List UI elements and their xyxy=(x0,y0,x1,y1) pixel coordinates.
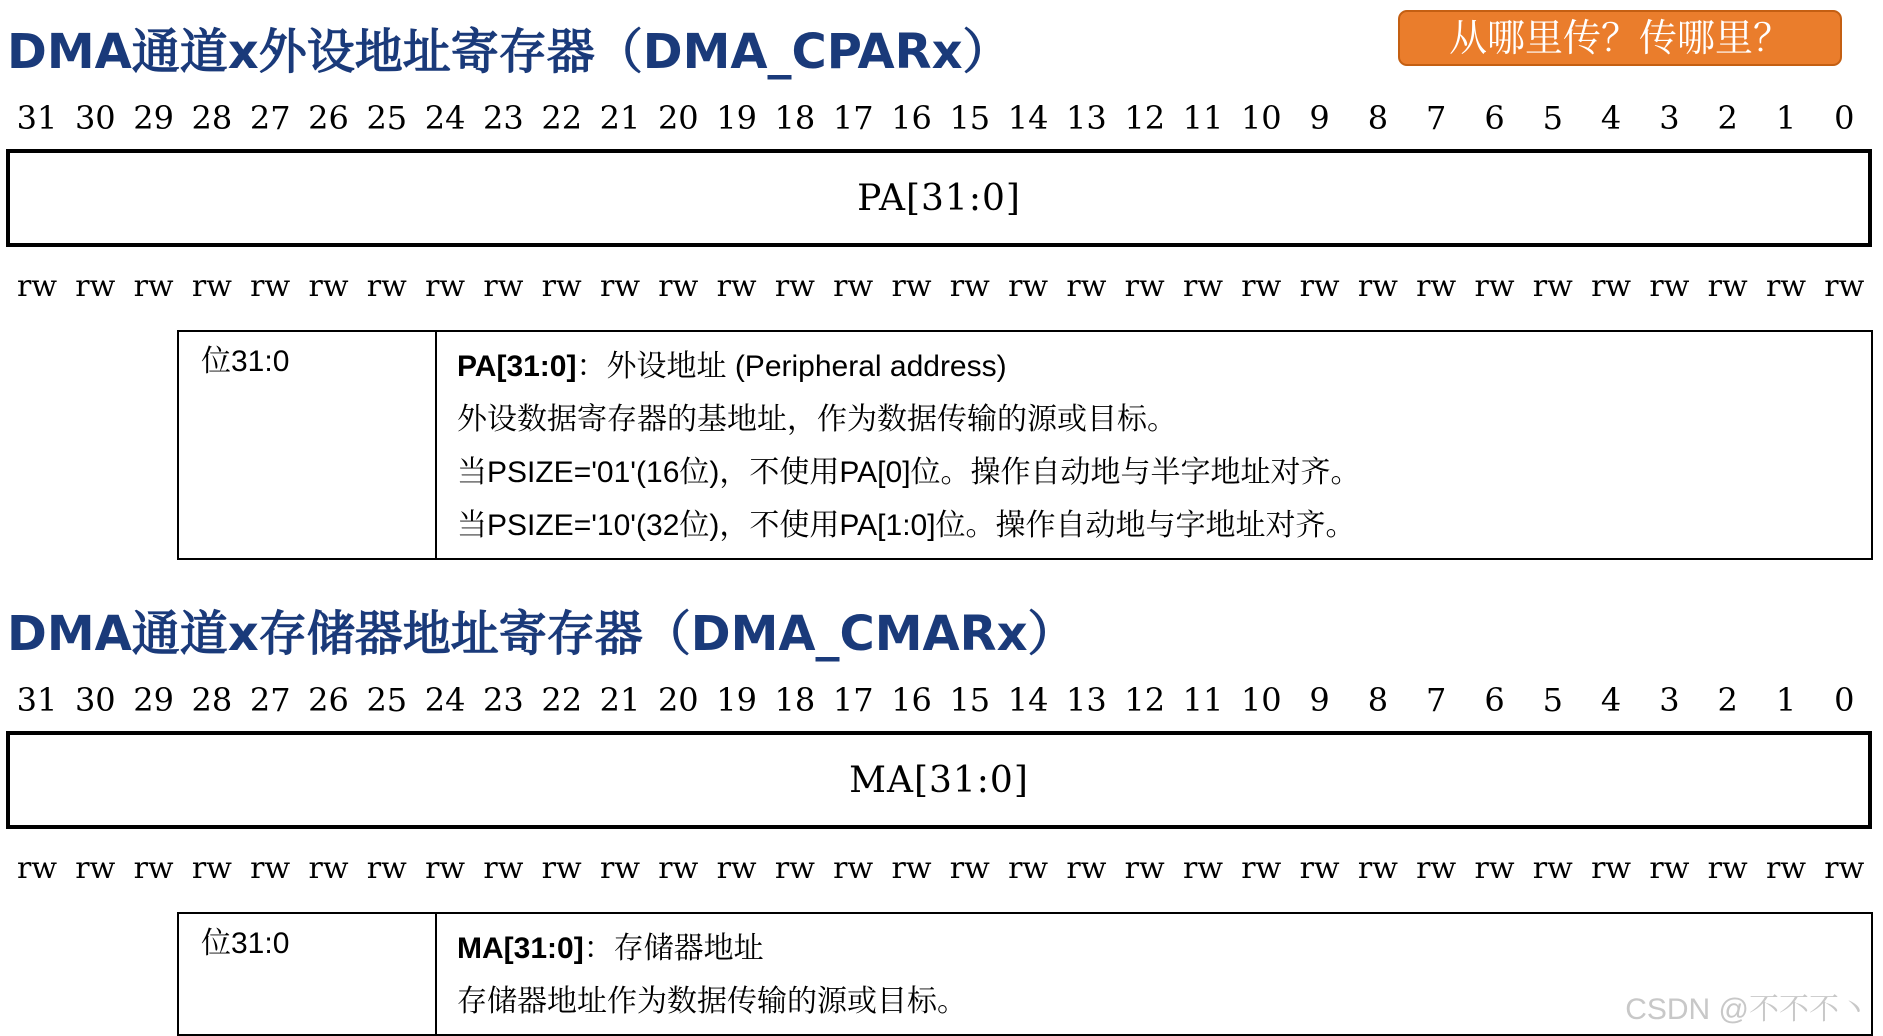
bit-number: 14 xyxy=(1007,99,1049,137)
access-type: rw xyxy=(1416,269,1457,304)
access-type: rw xyxy=(366,269,407,304)
bit-number: 25 xyxy=(366,681,408,719)
access-type: rw xyxy=(250,851,291,886)
access-type: rw xyxy=(891,269,932,304)
access-type: rw xyxy=(658,851,699,886)
register-title: DMA通道x存储器地址寄存器（DMA_CMARx） xyxy=(7,606,1076,662)
access-type: rw xyxy=(1707,269,1748,304)
field-name: PA[31:0] xyxy=(457,350,577,383)
access-type: rw xyxy=(16,851,58,886)
bit-number: 21 xyxy=(599,681,641,719)
access-type: rw xyxy=(1299,851,1340,886)
access-type: rw xyxy=(133,851,174,886)
bit-number: 0 xyxy=(1834,99,1855,137)
bit-number: 17 xyxy=(832,681,874,719)
field-description-table xyxy=(177,330,1873,560)
callout-badge: 从哪里传？传哪里？ xyxy=(1398,10,1842,66)
bit-number: 5 xyxy=(1542,99,1563,137)
bit-number: 4 xyxy=(1600,99,1622,137)
bit-number: 24 xyxy=(424,681,466,719)
access-type: rw xyxy=(1008,851,1049,886)
bit-number: 27 xyxy=(249,99,291,137)
bit-number: 16 xyxy=(891,99,932,137)
access-type: rw xyxy=(833,269,874,304)
access-type: rw xyxy=(75,269,116,304)
bit-number: 28 xyxy=(191,681,233,719)
bit-number: 8 xyxy=(1367,99,1389,137)
bit-number: 28 xyxy=(191,99,233,137)
bit-number: 24 xyxy=(424,99,466,137)
bit-number-row xyxy=(0,680,1883,720)
bit-number: 3 xyxy=(1659,681,1680,719)
access-type: rw xyxy=(1124,269,1165,304)
field-title: ：存储器地址 xyxy=(583,932,764,965)
access-type: rw xyxy=(425,851,466,886)
bit-number: 22 xyxy=(541,99,583,137)
bit-number: 13 xyxy=(1066,99,1107,137)
bit-number: 5 xyxy=(1542,681,1563,719)
bit-number: 30 xyxy=(74,99,116,137)
field-name: MA[31:0] xyxy=(457,932,584,965)
access-type: rw xyxy=(1008,269,1049,304)
bit-number: 7 xyxy=(1426,99,1447,137)
access-type: rw xyxy=(1124,851,1165,886)
bit-number: 15 xyxy=(949,681,991,719)
access-type: rw xyxy=(599,269,641,304)
access-type: rw xyxy=(1182,269,1224,304)
bit-number: 12 xyxy=(1124,99,1166,137)
access-type: rw xyxy=(1532,269,1573,304)
bit-number: 2 xyxy=(1717,99,1738,137)
description-line: 外设数据寄存器的基地址，作为数据传输的源或目标。 xyxy=(457,403,1177,436)
field-description-table xyxy=(177,912,1873,1036)
field-heading xyxy=(457,340,1871,393)
watermark: CSDN @不不不丶 xyxy=(1625,993,1869,1026)
access-type: rw xyxy=(425,269,466,304)
access-type: rw xyxy=(1474,851,1515,886)
bit-number: 9 xyxy=(1309,681,1330,719)
description-line: 存储器地址作为数据传输的源或目标。 xyxy=(457,985,967,1018)
access-row xyxy=(0,849,1883,889)
access-type: rw xyxy=(1241,269,1282,304)
access-type: rw xyxy=(716,851,757,886)
register-field-box: MA[31:0] xyxy=(6,731,1872,829)
access-type: rw xyxy=(1591,269,1632,304)
bit-number: 0 xyxy=(1834,681,1855,719)
access-type: rw xyxy=(1591,851,1632,886)
bit-number: 29 xyxy=(133,99,174,137)
bit-number: 22 xyxy=(541,681,583,719)
access-type: rw xyxy=(1066,269,1107,304)
bit-number: 10 xyxy=(1240,99,1282,137)
access-type: rw xyxy=(1182,851,1224,886)
bit-number: 26 xyxy=(308,99,349,137)
access-type: rw xyxy=(16,269,58,304)
bit-number: 20 xyxy=(657,99,699,137)
bit-number: 11 xyxy=(1182,681,1224,719)
access-type: rw xyxy=(541,851,582,886)
access-type: rw xyxy=(1824,269,1865,304)
field-description xyxy=(436,331,1872,559)
bit-number: 4 xyxy=(1600,681,1622,719)
access-type: rw xyxy=(75,851,116,886)
bit-number: 3 xyxy=(1659,99,1680,137)
access-type: rw xyxy=(483,851,524,886)
bit-number: 31 xyxy=(16,99,58,137)
field-title: ：外设地址 (Peripheral address) xyxy=(576,350,1007,383)
access-type: rw xyxy=(1649,269,1690,304)
bit-number: 12 xyxy=(1124,681,1166,719)
bit-number: 19 xyxy=(716,99,757,137)
bit-number: 1 xyxy=(1775,681,1797,719)
access-type: rw xyxy=(658,269,699,304)
bit-number: 11 xyxy=(1182,99,1224,137)
bit-number: 26 xyxy=(308,681,349,719)
bit-number: 15 xyxy=(949,99,991,137)
bit-number: 8 xyxy=(1367,681,1389,719)
access-type: rw xyxy=(1532,851,1573,886)
access-type: rw xyxy=(1357,269,1398,304)
access-type: rw xyxy=(949,269,990,304)
access-type: rw xyxy=(191,851,232,886)
access-type: rw xyxy=(716,269,757,304)
access-type: rw xyxy=(1765,851,1807,886)
access-type: rw xyxy=(250,269,291,304)
register-title: DMA通道x外设地址寄存器（DMA_CPARx） xyxy=(7,24,1011,80)
access-type: rw xyxy=(891,851,932,886)
bit-number: 14 xyxy=(1007,681,1049,719)
access-type: rw xyxy=(774,851,815,886)
bit-number: 9 xyxy=(1309,99,1330,137)
bit-number: 2 xyxy=(1717,681,1738,719)
access-type: rw xyxy=(599,851,641,886)
bit-number: 10 xyxy=(1240,681,1282,719)
bit-number: 17 xyxy=(832,99,874,137)
bit-number: 25 xyxy=(366,99,408,137)
access-type: rw xyxy=(949,851,990,886)
access-row xyxy=(0,267,1883,307)
access-type: rw xyxy=(541,269,582,304)
bit-number: 23 xyxy=(483,99,524,137)
access-type: rw xyxy=(1765,269,1807,304)
access-type: rw xyxy=(1357,851,1398,886)
bit-number: 6 xyxy=(1484,99,1505,137)
bit-number: 31 xyxy=(16,681,58,719)
bit-number: 18 xyxy=(774,99,816,137)
description-line: 当PSIZE='01'(16位)，不使用PA[0]位。操作自动地与半字地址对齐。 xyxy=(457,456,1361,489)
bit-number: 1 xyxy=(1775,99,1797,137)
bit-number: 20 xyxy=(657,681,699,719)
bit-number: 16 xyxy=(891,681,932,719)
access-type: rw xyxy=(1474,269,1515,304)
bit-number: 19 xyxy=(716,681,757,719)
access-type: rw xyxy=(1299,269,1340,304)
access-type: rw xyxy=(1707,851,1748,886)
description-line: 当PSIZE='10'(32位)，不使用PA[1:0]位。操作自动地与字地址对齐。 xyxy=(457,509,1356,542)
access-type: rw xyxy=(483,269,524,304)
access-type: rw xyxy=(774,269,815,304)
bits-label: 位31:0 xyxy=(178,913,436,1035)
bit-number: 13 xyxy=(1066,681,1107,719)
bits-label: 位31:0 xyxy=(178,331,436,559)
field-heading xyxy=(457,922,1871,975)
bit-number: 23 xyxy=(483,681,524,719)
bit-number: 29 xyxy=(133,681,174,719)
access-type: rw xyxy=(308,269,349,304)
access-type: rw xyxy=(133,269,174,304)
bit-number: 6 xyxy=(1484,681,1505,719)
access-type: rw xyxy=(1241,851,1282,886)
access-type: rw xyxy=(366,851,407,886)
access-type: rw xyxy=(1066,851,1107,886)
bit-number: 7 xyxy=(1426,681,1447,719)
access-type: rw xyxy=(833,851,874,886)
bit-number: 27 xyxy=(249,681,291,719)
access-type: rw xyxy=(308,851,349,886)
access-type: rw xyxy=(1824,851,1865,886)
register-field-box: PA[31:0] xyxy=(6,149,1872,247)
bit-number: 18 xyxy=(774,681,816,719)
access-type: rw xyxy=(1649,851,1690,886)
bit-number: 30 xyxy=(74,681,116,719)
bit-number-row xyxy=(0,98,1883,138)
access-type: rw xyxy=(1416,851,1457,886)
bit-number: 21 xyxy=(599,99,641,137)
access-type: rw xyxy=(191,269,232,304)
